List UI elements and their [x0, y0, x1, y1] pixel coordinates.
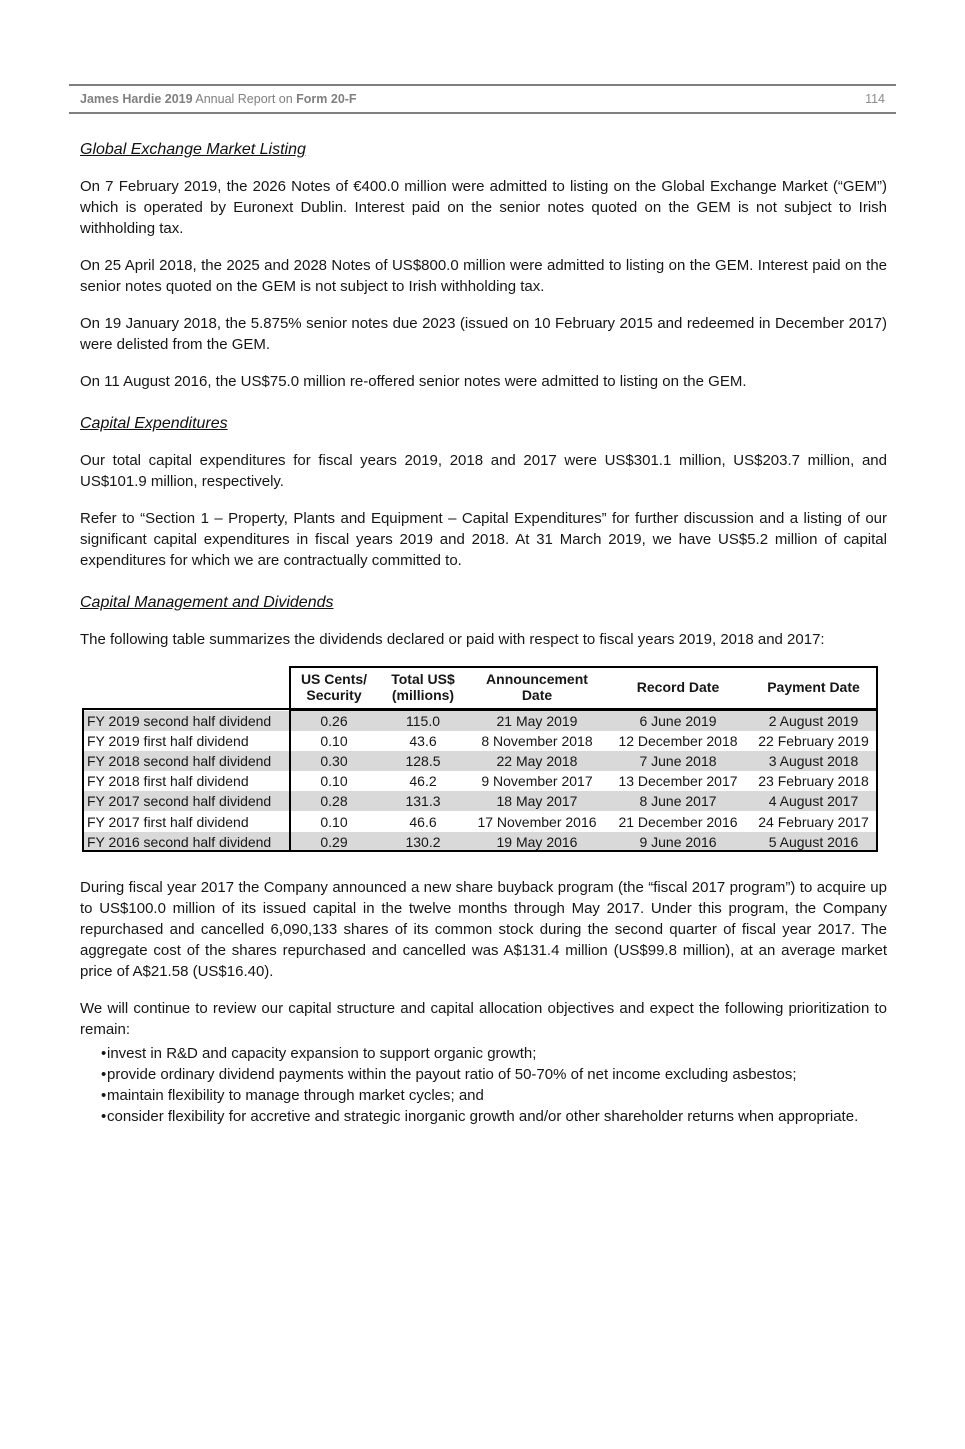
header-cell-line: Payment Date — [767, 679, 860, 695]
header-cell-line: Total US$ — [391, 671, 455, 687]
cell-us-cents: 0.10 — [320, 732, 348, 749]
cell-payment-date: 4 August 2017 — [768, 793, 859, 810]
table-row — [82, 731, 878, 751]
header-cell-payment-date — [749, 666, 878, 708]
paragraph-capex-refer: Refer to “Section 1 – Property, Plants and Equipment – Capital Expenditures” for further discussion and a listing of our significant capital expenditures in fiscal years 2019 and 2018. At 31 March 2019, we have US$5.2 million of capital expenditures for which we are contractually committed to. — [80, 510, 887, 569]
cell-dividend-label: FY 2018 first half dividend — [87, 773, 249, 790]
paragraph-capital-priorities: We will continue to review our capital structure and capital allocation objectives and expect the following prioritization to remain: — [80, 999, 887, 1038]
cell-record-date: 21 December 2016 — [618, 813, 738, 830]
list-item — [80, 1043, 887, 1064]
header-cell-line: Announcement — [486, 671, 588, 687]
bullet-icon: • — [101, 1086, 107, 1104]
cell-total-us: 43.6 — [409, 732, 437, 749]
cell-us-cents: 0.30 — [320, 752, 348, 769]
cell-us-cents: 0.26 — [320, 712, 348, 729]
report-title-brand: James Hardie 2019 — [80, 92, 193, 106]
bullet-icon: • — [101, 1107, 107, 1125]
header-cell-line: Record Date — [636, 679, 720, 695]
cell-total-us: 115.0 — [406, 712, 440, 729]
cell-payment-date: 2 August 2019 — [768, 712, 859, 729]
cell-announcement-date: 8 November 2018 — [481, 732, 593, 749]
cell-dividend-label: FY 2018 second half dividend — [87, 752, 272, 769]
header-cell-line: US Cents/ — [300, 671, 368, 687]
paragraph-gem-2025-2028-notes: On 25 April 2018, the 2025 and 2028 Notes of US$800.0 million were admitted to listing on the GEM. Interest paid on the senior notes quoted on the GEM is not subject to Irish withholding tax. — [80, 257, 887, 295]
cell-announcement-date: 18 May 2017 — [496, 793, 578, 810]
cell-dividend-label: FY 2017 second half dividend — [87, 793, 272, 810]
page-number: 114 — [865, 92, 885, 106]
priorities-bullet-list — [80, 1043, 887, 1127]
list-item-text: provide ordinary dividend payments within the payout ratio of 50-70% of net income excluding asbestos; — [107, 1065, 797, 1083]
header-cell-line: Security — [306, 687, 362, 703]
bullet-icon: • — [101, 1065, 107, 1083]
dividends-table-header-row — [82, 666, 878, 708]
list-item — [80, 1064, 887, 1085]
running-header — [69, 86, 896, 112]
cell-total-us: 46.6 — [409, 813, 437, 830]
cell-dividend-label: FY 2016 second half dividend — [87, 833, 272, 850]
cell-announcement-date: 17 November 2016 — [477, 813, 597, 830]
header-cell-empty — [82, 666, 289, 708]
header-cell-announcement-date — [467, 666, 607, 708]
cell-us-cents: 0.10 — [320, 773, 348, 790]
header-cell-line: Date — [521, 687, 553, 703]
cell-payment-date: 5 August 2016 — [768, 833, 859, 850]
report-page — [0, 84, 965, 1449]
dividends-table — [82, 666, 878, 852]
cell-us-cents: 0.28 — [320, 793, 348, 810]
paragraph-share-buyback: During fiscal year 2017 the Company announced a new share buyback program (the “fiscal 2017 program”) to acquire up to US$100.0 million of its issued capital in the twelve months through May 2017. Under this program, the Company repurchased and cancelled 6,090,133 shares of its common stock during the second quarter of fiscal year 2017. The aggregate cost of the shares repurchased and cancelled was A$131.4 million (US$99.8 million), at an average market price of A$21.58 (US$16.40). — [80, 878, 887, 980]
cell-payment-date: 24 February 2017 — [758, 813, 869, 830]
cell-us-cents: 0.29 — [320, 833, 348, 850]
paragraph-gem-2026-notes: On 7 February 2019, the 2026 Notes of €400.0 million were admitted to listing on the Global Exchange Market (“GEM”) which is operated by Euronext Dublin. Interest paid on the senior notes quoted on the GEM is not subject to Irish withholding tax. — [80, 178, 887, 237]
header-bottom-rule — [69, 112, 896, 114]
cell-dividend-label: FY 2019 first half dividend — [87, 732, 249, 749]
paragraph-gem-reoffered-notes: On 11 August 2016, the US$75.0 million re-offered senior notes were admitted to listing on the GEM. — [80, 373, 747, 390]
cell-dividend-label: FY 2019 second half dividend — [87, 712, 272, 729]
cell-payment-date: 22 February 2019 — [758, 732, 869, 749]
cell-record-date: 9 June 2016 — [639, 833, 717, 850]
cell-announcement-date: 21 May 2019 — [496, 712, 578, 729]
cell-payment-date: 3 August 2018 — [768, 752, 859, 769]
paragraph-dividends-intro: The following table summarizes the dividends declared or paid with respect to fiscal years 2019, 2018 and 2017: — [80, 631, 825, 648]
table-row — [82, 791, 878, 811]
cell-total-us: 46.2 — [409, 773, 437, 790]
table-row — [82, 771, 878, 791]
cell-announcement-date: 22 May 2018 — [496, 752, 578, 769]
section-heading-gem-listing: Global Exchange Market Listing — [80, 141, 306, 158]
cell-announcement-date: 9 November 2017 — [481, 773, 593, 790]
cell-record-date: 12 December 2018 — [618, 732, 738, 749]
cell-us-cents: 0.10 — [320, 813, 348, 830]
cell-record-date: 6 June 2019 — [639, 712, 717, 729]
table-row — [82, 811, 878, 831]
report-title-middle: Annual Report on — [192, 92, 297, 106]
table-row — [82, 832, 878, 852]
header-cell-total-us — [379, 666, 467, 708]
list-item-text: consider flexibility for accretive and strategic inorganic growth and/or other shareholder returns when appropriate. — [107, 1107, 859, 1125]
cell-total-us: 130.2 — [405, 833, 441, 850]
cell-record-date: 13 December 2017 — [618, 773, 738, 790]
paragraph-gem-delisted-notes: On 19 January 2018, the 5.875% senior notes due 2023 (issued on 10 February 2015 and redeemed in December 2017) were delisted from the GEM. — [80, 315, 887, 353]
report-title-form: Form 20-F — [296, 92, 357, 106]
cell-total-us: 131.3 — [405, 793, 441, 810]
header-cell-us-cents — [289, 666, 379, 708]
paragraph-capex-totals: Our total capital expenditures for fiscal years 2019, 2018 and 2017 were US$301.1 million, US$203.7 million, and US$101.9 million, respectively. — [80, 452, 887, 490]
list-item-text: invest in R&D and capacity expansion to support organic growth; — [107, 1044, 537, 1062]
table-row — [82, 711, 878, 731]
cell-dividend-label: FY 2017 first half dividend — [87, 813, 249, 830]
cell-announcement-date: 19 May 2016 — [496, 833, 578, 850]
list-item — [80, 1106, 887, 1127]
header-cell-record-date — [607, 666, 749, 708]
section-heading-capital-management: Capital Management and Dividends — [80, 594, 334, 611]
cell-record-date: 7 June 2018 — [639, 752, 717, 769]
section-heading-capital-expenditures: Capital Expenditures — [80, 415, 228, 432]
list-item — [80, 1085, 887, 1106]
cell-record-date: 8 June 2017 — [639, 793, 717, 810]
report-title — [80, 91, 357, 108]
list-item-text: maintain flexibility to manage through market cycles; and — [107, 1086, 484, 1104]
cell-total-us: 128.5 — [405, 752, 441, 769]
header-cell-line: (millions) — [391, 687, 455, 703]
page-content — [80, 140, 887, 1127]
bullet-icon: • — [101, 1044, 107, 1062]
cell-payment-date: 23 February 2018 — [758, 773, 869, 790]
table-row — [82, 751, 878, 771]
